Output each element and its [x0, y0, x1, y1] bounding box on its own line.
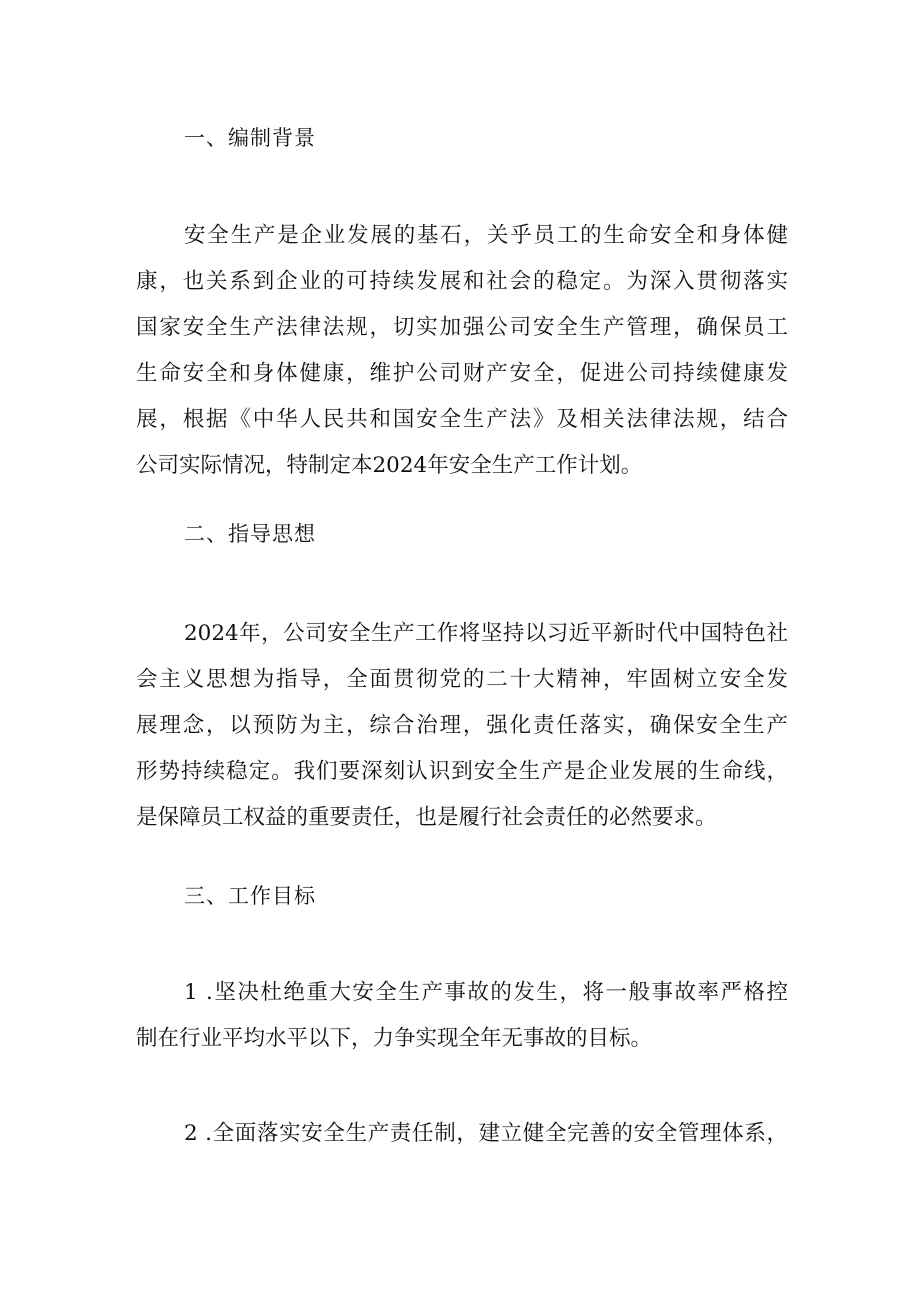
goal-line: 1 .坚决杜绝重大安全生产事故的发生，将一般事故率严格控	[184, 980, 788, 1005]
paragraph-line: 2024年，公司安全生产工作将坚持以习近平新时代中国特色社	[184, 621, 788, 646]
paragraph-line: 康，也关系到企业的可持续发展和社会的稳定。为深入贯彻落实	[136, 269, 788, 294]
section-paragraph-guiding-ideology	[136, 611, 788, 841]
paragraph-line: 国家安全生产法律法规，切实加强公司安全生产管理，确保员工	[136, 315, 788, 340]
paragraph-line: 形势持续稳定。我们要深刻认识到安全生产是企业发展的生命线，	[136, 759, 788, 784]
goal-item-2	[136, 1111, 788, 1157]
paragraph-line: 是保障员工权益的重要责任，也是履行社会责任的必然要求。	[136, 805, 717, 830]
section-paragraph-background	[136, 213, 788, 489]
paragraph-line: 生命安全和身体健康，维护公司财产安全，促进公司持续健康发	[136, 361, 788, 386]
section-heading-work-goals: 三、工作目标	[184, 884, 316, 908]
goal-line: 制在行业平均水平以下，力争实现全年无事故的目标。	[136, 1026, 653, 1051]
section-heading-background: 一、编制背景	[184, 126, 316, 150]
paragraph-line: 会主义思想为指导，全面贯彻党的二十大精神，牢固树立安全发	[136, 667, 788, 692]
paragraph-line: 展理念，以预防为主，综合治理，强化责任落实，确保安全生产	[136, 713, 788, 738]
paragraph-line: 展，根据《中华人民共和国安全生产法》及相关法律法规，结合	[136, 407, 788, 432]
section-heading-guiding-ideology: 二、指导思想	[184, 522, 316, 546]
paragraph-line: 安全生产是企业发展的基石，关乎员工的生命安全和身体健	[184, 223, 788, 248]
goal-line: 2 .全面落实安全生产责任制，建立健全完善的安全管理体系，	[184, 1121, 788, 1146]
goal-item-1	[136, 970, 788, 1062]
paragraph-line: 公司实际情况，特制定本2024年安全生产工作计划。	[136, 453, 643, 478]
